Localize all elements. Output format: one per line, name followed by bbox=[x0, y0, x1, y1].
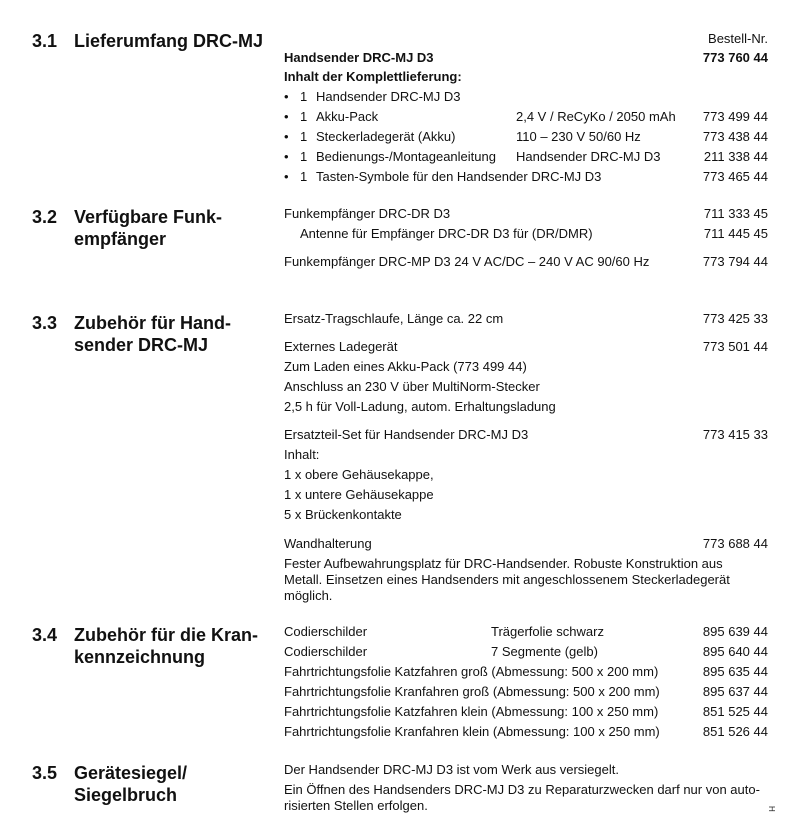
table-row: Funkempfänger DRC-MP D3 24 V AC/DC – 240 V AC 90/60 Hz 773 794 44 bbox=[284, 254, 768, 269]
order-number-header: Bestell-Nr. bbox=[708, 31, 768, 46]
list-item: • 1 Handsender DRC-MJ D3 bbox=[284, 89, 461, 104]
section-number: 3.1 bbox=[32, 31, 58, 51]
table-row: Fahrtrichtungsfolie Katzfahren groß (Abmessung: 500 x 200 mm) 895 635 44 bbox=[284, 664, 768, 679]
description-line: Inhalt: bbox=[284, 447, 320, 462]
section-title: Zubehör für die Kran- kennzeichnung bbox=[74, 625, 258, 667]
section-number: 3.4 bbox=[32, 625, 58, 645]
description-line: 1 x obere Gehäusekappe, bbox=[284, 467, 434, 482]
section-title: Zubehör für Hand- sender DRC-MJ bbox=[74, 313, 231, 355]
section-number: 3.2 bbox=[32, 207, 58, 227]
table-row: Codierschilder 7 Segmente (gelb) 895 640 44 bbox=[284, 644, 768, 659]
list-item: • 1 Steckerladegerät (Akku) 110 – 230 V 50/60 Hz 773 438 44 bbox=[284, 129, 768, 144]
list-item: • 1 Tasten-Symbole für den Handsender DRC-MJ D3 773 465 44 bbox=[284, 169, 768, 184]
section-number: 3.5 bbox=[32, 763, 58, 783]
product-label: Handsender DRC-MJ D3 bbox=[284, 50, 434, 65]
description-line: 1 x untere Gehäusekappe bbox=[284, 487, 434, 502]
list-item: • 1 Bedienungs-/Montageanleitung Handsender DRC-MJ D3 211 338 44 bbox=[284, 149, 768, 164]
table-row: Externes Ladegerät 773 501 44 bbox=[284, 339, 768, 354]
description-line: Zum Laden eines Akku-Pack (773 499 44) bbox=[284, 359, 527, 374]
table-row: Codierschilder Trägerfolie schwarz 895 639 44 bbox=[284, 624, 768, 639]
table-row: Ersatzteil-Set für Handsender DRC-MJ D3 773 415 33 bbox=[284, 427, 768, 442]
table-row: Antenne für Empfänger DRC-DR D3 für (DR/DMR) 711 445 45 bbox=[300, 226, 768, 241]
seal-text-line: Der Handsender DRC-MJ D3 ist vom Werk aus versiegelt. bbox=[284, 762, 619, 777]
seal-text-paragraph: Ein Öffnen des Handsenders DRC-MJ D3 zu Reparaturzwecken darf nur von auto- risierten Stellen erfolgen. bbox=[284, 782, 760, 813]
table-row: Fahrtrichtungsfolie Kranfahren klein (Abmessung: 100 x 250 mm) 851 526 44 bbox=[284, 724, 768, 739]
section-number: 3.3 bbox=[32, 313, 58, 333]
product-order-number: 773 760 44 bbox=[702, 50, 768, 65]
description-line: 5 x Brückenkontakte bbox=[284, 507, 402, 522]
description-line: 2,5 h für Voll-Ladung, autom. Erhaltungsladung bbox=[284, 399, 556, 414]
contents-heading: Inhalt der Komplettlieferung: bbox=[284, 69, 462, 84]
holder-description: Fester Aufbewahrungsplatz für DRC-Handsender. Robuste Konstruktion aus Metall. Einsetzen eines Handsenders mit angeschlossenem Steckerladegerät möglich. bbox=[284, 556, 730, 603]
table-row: Fahrtrichtungsfolie Kranfahren groß (Abmessung: 500 x 200 mm) 895 637 44 bbox=[284, 684, 768, 699]
table-row: Ersatz-Tragschlaufe, Länge ca. 22 cm 773 425 33 bbox=[284, 311, 768, 326]
section-title: Verfügbare Funk- empfänger bbox=[74, 207, 223, 249]
section-title: Lieferumfang DRC-MJ bbox=[74, 31, 264, 51]
table-row: Fahrtrichtungsfolie Katzfahren klein (Abmessung: 100 x 250 mm) 851 525 44 bbox=[284, 704, 768, 719]
product-row bbox=[284, 48, 768, 68]
description-line: Anschluss an 230 V über MultiNorm-Stecker bbox=[284, 379, 540, 394]
section-title: Gerätesiegel/ Siegelbruch bbox=[74, 763, 188, 805]
list-item: • 1 Akku-Pack 2,4 V / ReCyKo / 2050 mAh 773 499 44 bbox=[284, 109, 768, 124]
table-row: Funkempfänger DRC-DR D3 711 333 45 bbox=[284, 206, 768, 221]
table-row: Wandhalterung 773 688 44 bbox=[284, 536, 768, 551]
side-mark: H bbox=[767, 806, 776, 812]
